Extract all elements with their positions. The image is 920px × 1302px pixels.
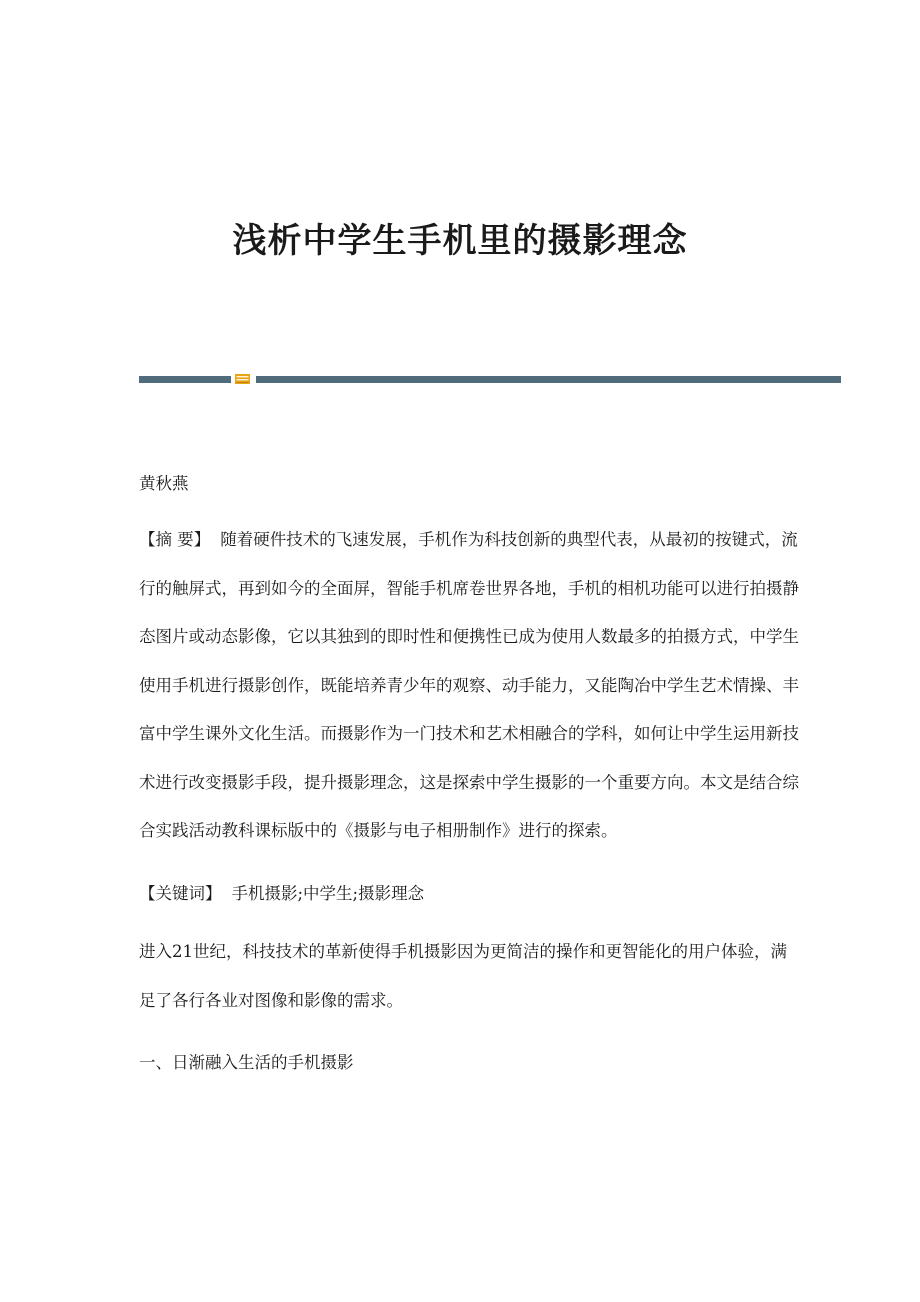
divider-emblem-icon	[235, 374, 250, 384]
abstract-label: 【摘 要】	[139, 530, 211, 549]
document-body	[139, 466, 799, 1102]
section-heading: 一、日渐融入生活的手机摄影	[139, 1053, 354, 1072]
author-name: 黄秋燕	[139, 474, 189, 493]
keywords-paragraph	[139, 870, 799, 919]
divider-left-segment	[139, 376, 231, 383]
keywords-text: 手机摄影;中学生;摄影理念	[231, 883, 425, 903]
intro-paragraph: 进入21世纪，科技技术的革新使得手机摄影因为更简洁的操作和更智能化的用户体验，满足了各行各业对图像和影像的需求。	[139, 942, 787, 1010]
divider-right-segment	[256, 376, 841, 383]
keywords-label: 【关键词】	[139, 883, 222, 903]
document-title: 浅析中学生手机里的摄影理念	[232, 221, 688, 261]
abstract-paragraph	[139, 516, 799, 856]
abstract-text: 随着硬件技术的飞速发展，手机作为科技创新的典型代表，从最初的按键式，流行的触屏式，再到如今的全面屏，智能手机席卷世界各地，手机的相机功能可以进行拍摄静态图片或动态影像，它以其独到的即时性和便携性已成为使用人数最多的拍摄方式，中学生使用手机进行摄影创作，既能培养青少年的观察、动手能力，又能陶冶中学生艺术情操、丰富中学生课外文化生活。而摄影作为一门技术和艺术相融合的学科，如何让中学生运用新技术进行改变摄影手段，提升摄影理念，这是探索中学生摄影的一个重要方向。本文是结合综合实践活动教科课标版中的《摄影与电子相册制作》进行的探索。	[139, 530, 799, 840]
title-divider	[139, 374, 841, 384]
